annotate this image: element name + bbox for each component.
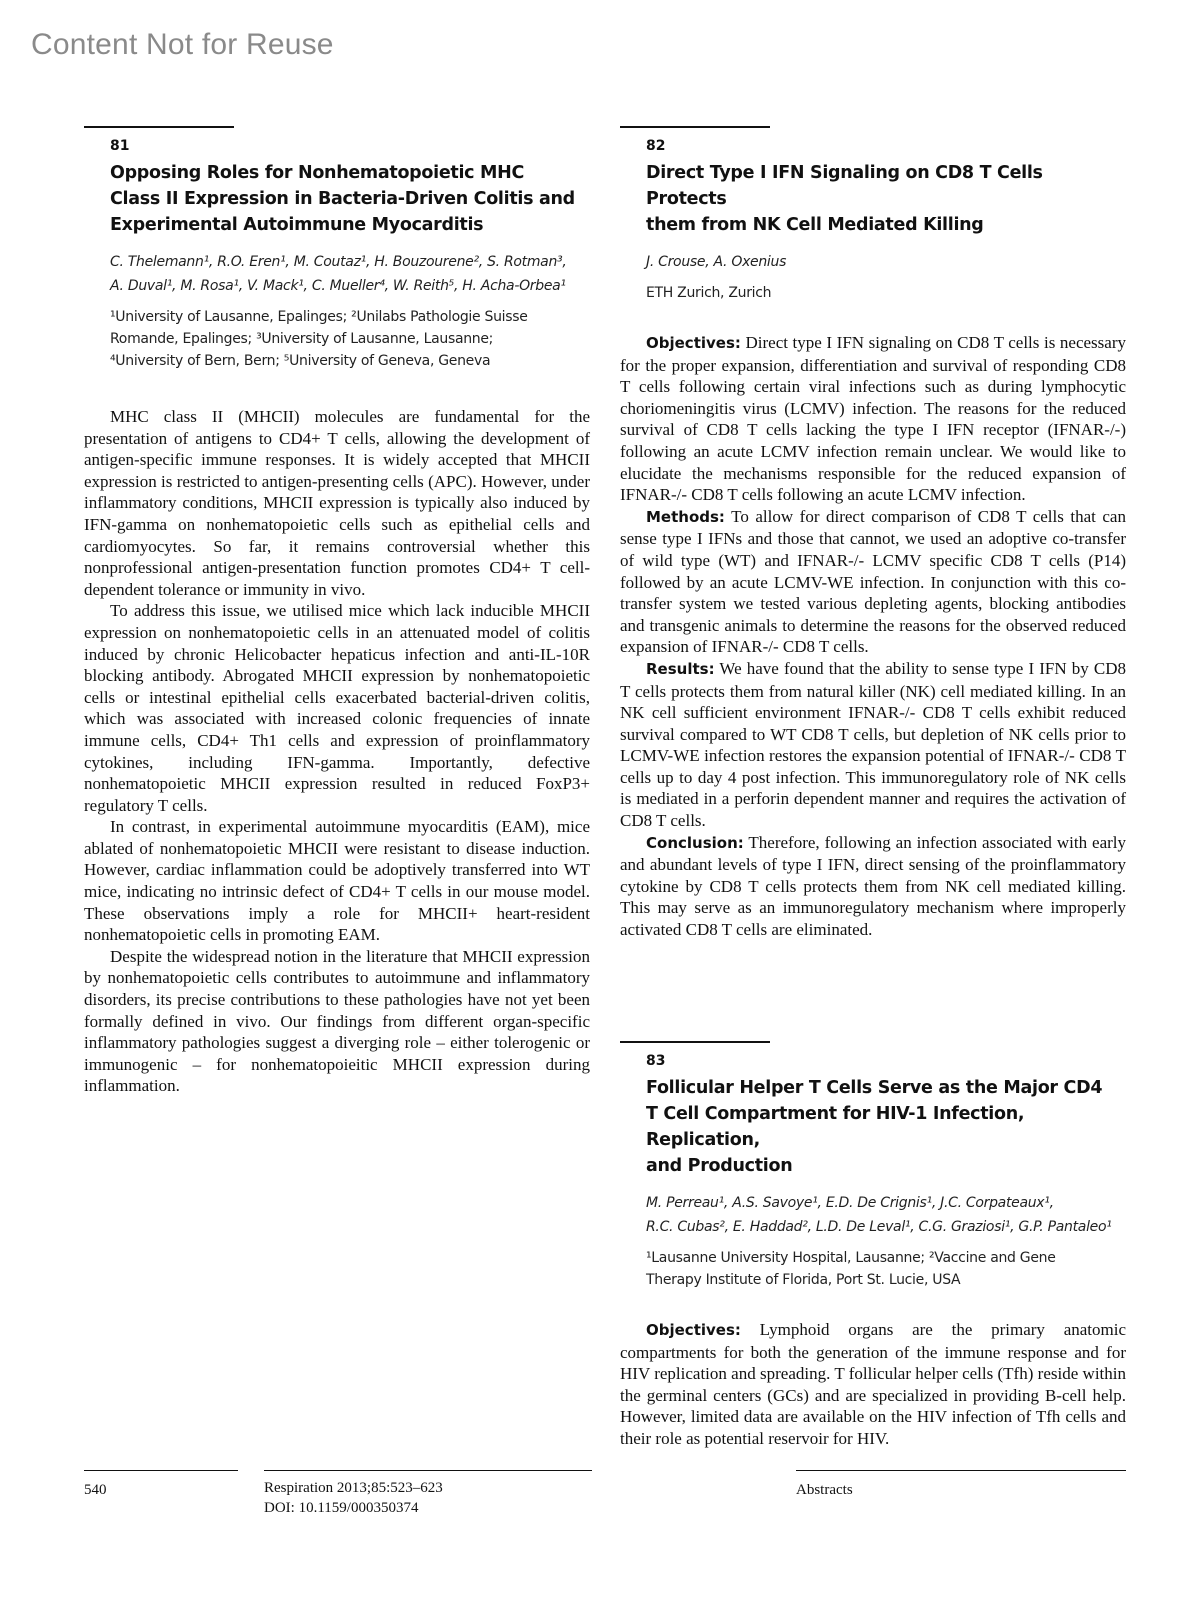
title-line: T Cell Compartment for HIV-1 Infection, Replication,: [646, 1104, 1025, 1150]
author-line: A. Duval¹, M. Rosa¹, V. Mack¹, C. Mueller⁴, W. Reith⁵, H. Acha-Orbea¹: [110, 278, 566, 294]
section-text: Therefore, following an infection associated with early and abundant levels of type I IFN, direct sensing of the proinflammatory cytokine by CD8 T cells protects them from NK cell mediated killing. This may serve as an immunoregulatory mechanism where improperly activated CD8 T cells are eliminated.: [620, 832, 1126, 940]
title-line: Class II Expression in Bacteria-Driven Colitis and: [110, 189, 575, 209]
abstract-title: [110, 160, 590, 238]
author-line: J. Crouse, A. Oxenius: [646, 254, 787, 270]
title-line: them from NK Cell Mediated Killing: [646, 215, 984, 235]
authors: [646, 250, 1126, 274]
abstract-rule: [620, 126, 770, 128]
affiliations: [110, 306, 590, 372]
section-text: We have found that the ability to sense type I IFN by CD8 T cells protects them from natural killer (NK) cell mediated killing. In an NK cell sufficient environment IFNAR-/- CD8 T cells exhibit reduced survival compared to WT CD8 T cells, but depletion of NK cells prior to LCMV-WE infection restores the expansion potential of IFNAR-/- CD8 T cells up to day 4 post infection. This immunoregulatory role of NK cells is mediated in a perforin dependent manner and requires the activation of CD8 T cells.: [620, 658, 1126, 831]
abstract-81: [84, 126, 590, 1097]
affiliation-line: ¹University of Lausanne, Epalinges; ²Unilabs Pathologie Suisse: [110, 309, 528, 325]
abstract-83: [620, 1041, 1126, 1450]
footer-rule: [84, 1470, 238, 1471]
affiliation-line: Romande, Epalinges; ³University of Lausanne, Lausanne;: [110, 331, 494, 347]
section-label: Objectives:: [646, 1321, 741, 1339]
author-line: C. Thelemann¹, R.O. Eren¹, M. Coutaz¹, H. Bouzourene², S. Rotman³,: [110, 254, 567, 270]
authors: [110, 250, 590, 298]
title-line: and Production: [646, 1156, 793, 1176]
title-line: Opposing Roles for Nonhematopoietic MHC: [110, 163, 525, 183]
footer-rule: [796, 1470, 1126, 1471]
doi: DOI: 10.1159/000350374: [264, 1500, 419, 1516]
body-section: [620, 332, 1126, 506]
authors: [646, 1191, 1126, 1239]
affiliation-line: Therapy Institute of Florida, Port St. Lucie, USA: [646, 1272, 961, 1288]
affiliation-line: ⁴University of Bern, Bern; ⁵University of Geneva, Geneva: [110, 353, 491, 369]
author-line: M. Perreau¹, A.S. Savoye¹, E.D. De Crignis¹, J.C. Corpateaux¹,: [646, 1195, 1054, 1211]
abstract-title: [646, 1075, 1126, 1179]
abstract-body: [620, 332, 1126, 941]
section-text: To allow for direct comparison of CD8 T cells that can sense type I IFNs and those that cannot, we used an adoptive co-transfer of wild type (WT) and IFNAR-/- LCMV specific CD8 T cells (P14) followed by an acute LCMV-WE infection. In conjunction with this co-transfer system we tested various depleting agents, blocking antibodies and transgenic animals to determine the reasons for the observed reduced expansion of IFNAR-/- CD8 T cells.: [620, 506, 1126, 657]
body-paragraph: MHC class II (MHCII) molecules are fundamental for the presentation of antigens to CD4+ T cells, allowing the development of antigen-specific immune responses. It is widely accepted that MHCII expression is restricted to antigen-presenting cells (APC). However, under inflammatory conditions, MHCII expression is typically also induced by IFN-gamma on nonhematopoietic cells such as epithelial cells and cardiomyocytes. So far, it remains controversial whether this nonprofessional antigen-presentation function promotes CD4+ T cell-dependent tolerance or immunity in vivo.: [84, 407, 590, 599]
author-line: R.C. Cubas², E. Haddad², L.D. De Leval¹, C.G. Graziosi¹, G.P. Pantaleo¹: [646, 1219, 1112, 1235]
abstract-title: [646, 160, 1126, 238]
abstract-body: [620, 1319, 1126, 1450]
watermark: Content Not for Reuse: [31, 28, 334, 61]
section-text: Lymphoid organs are the primary anatomic compartments for both the generation of the immune response and for HIV replication and spreading. T follicular helper cells (Tfh) reside within the germinal centers (GCs) and are specialized in providing B-cell help. However, limited data are available on the HIV infection of Tfh cells and their role as potential reservoir for HIV.: [620, 1320, 1126, 1448]
body-section: [620, 1319, 1126, 1450]
title-line: Experimental Autoimmune Myocarditis: [110, 215, 484, 235]
abstract-number: 83: [646, 1053, 666, 1069]
abstract-rule: [620, 1041, 770, 1043]
journal-citation: [264, 1478, 443, 1518]
section-label: Methods:: [646, 507, 725, 526]
affiliations: [646, 1247, 1126, 1291]
body-section: [620, 832, 1126, 941]
affiliation-line: ETH Zurich, Zurich: [646, 285, 772, 301]
body-section: [620, 658, 1126, 832]
body-section: [620, 506, 1126, 658]
abstract-number: 82: [646, 138, 666, 154]
journal-name: Respiration 2013;85:523–623: [264, 1480, 443, 1496]
title-line: Direct Type I IFN Signaling on CD8 T Cells Protects: [646, 163, 1043, 209]
abstract-82: [620, 126, 1126, 941]
affiliations: [646, 282, 1126, 304]
abstract-number: 81: [110, 138, 130, 154]
section-text: Direct type I IFN signaling on CD8 T cells is necessary for the proper expansion, differentiation and survival of responding CD8 T cells following certain viral infections such as during lymphocytic choriomeningitis virus (LCMV) infection. The reasons for the reduced survival of CD8 T cells lacking the type I IFN receptor (IFNAR-/-) following an acute LCMV infection remain unclear. We would like to elucidate the mechanisms responsible for the reduced expansion of IFNAR-/- CD8 T cells following an acute LCMV infection.: [620, 333, 1126, 505]
section-label: Results:: [646, 659, 715, 678]
abstract-rule: [84, 126, 234, 128]
section-label: Objectives:: [646, 334, 741, 352]
title-line: Follicular Helper T Cells Serve as the Major CD4: [646, 1078, 1103, 1098]
section-label: Conclusion:: [646, 833, 744, 852]
section-name: Abstracts: [796, 1482, 853, 1498]
affiliation-line: ¹Lausanne University Hospital, Lausanne; ²Vaccine and Gene: [646, 1250, 1056, 1266]
footer-rule: [264, 1470, 592, 1471]
body-paragraph: Despite the widespread notion in the literature that MHCII expression by nonhematopoietic cells contributes to autoimmune and inflammatory disorders, its precise contributions to these pathologies have not yet been formally defined in vivo. Our findings from different organ-specific inflammatory pathologies suggest a diverging role – either tolerogenic or immunogenic – for nonhematopoieitic MHCII expression during inflammation.: [84, 946, 590, 1096]
page-number: 540: [84, 1482, 107, 1498]
body-paragraph: In contrast, in experimental autoimmune myocarditis (EAM), mice ablated of nonhematopoietic MHCII were resistant to disease induction. However, cardiac inflammation could be adoptively transferred into WT mice, indicating no intrinsic defect of CD4+ T cells in our mouse model. These observations imply a role for MHCII+ heart-resident nonhematopoietic cells in promoting EAM.: [84, 817, 590, 945]
body-paragraph: To address this issue, we utilised mice which lack inducible MHCII expression on nonhematopoietic cells in an attenuated model of colitis induced by chronic Helicobacter hepaticus infection and anti-IL-10R blocking antibody. Abrogated MHCII expression by nonhematopoietic cells or intestinal epithelial cells exacerbated bacterial-driven colitis, which was associated with increased colonic frequencies of innate immune cells, CD4+ Th1 cells and expression of proinflammatory cytokines, including IFN-gamma. Importantly, defective nonhematopoietic MHCII expression resulted in reduced FoxP3+ regulatory T cells.: [84, 601, 590, 815]
abstract-body: [84, 406, 590, 1097]
